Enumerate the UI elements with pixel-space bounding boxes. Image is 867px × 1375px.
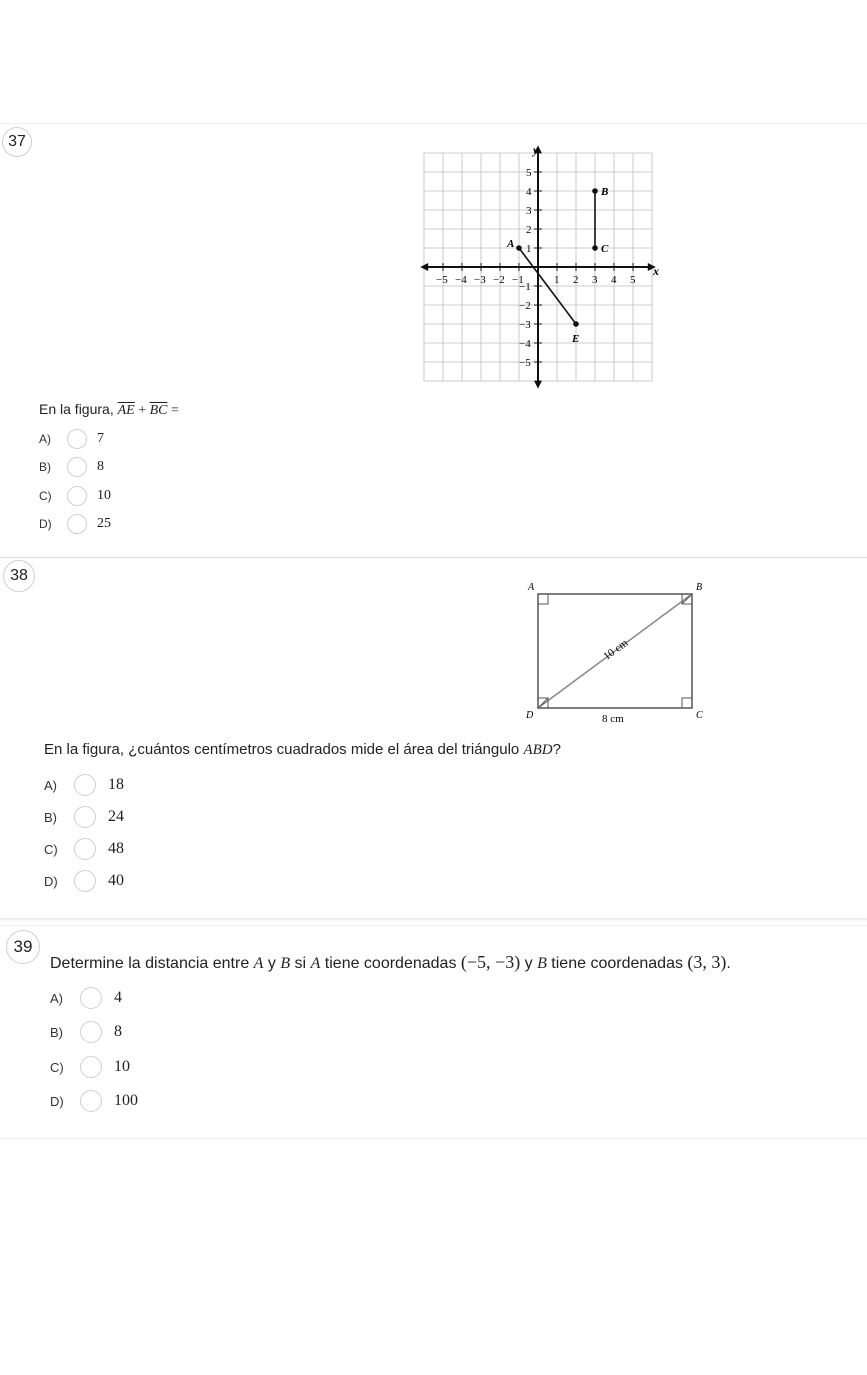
triangle-name: ABD [523, 742, 553, 758]
coordinates-b: (3, 3) [687, 952, 727, 972]
option-value: 8 [97, 459, 104, 474]
stem-prefix: En la figura, [39, 401, 118, 417]
y-tick-label: 5 [526, 167, 532, 179]
question-number-badge: 37 [2, 127, 32, 157]
y-axis-label: y [533, 143, 539, 157]
option-value: 8 [114, 1023, 122, 1040]
radio-button[interactable] [74, 838, 96, 860]
option-letter: B) [44, 809, 57, 825]
x-tick-label: 1 [554, 274, 560, 286]
coordinates-a: (−5, −3) [460, 952, 521, 972]
option-letter: B) [39, 460, 51, 474]
point-b: B [280, 955, 291, 972]
vertex-b-label: B [696, 582, 703, 593]
stem-prefix: En la figura, ¿cuántos centímetros cuadrados mide el área del triángulo [44, 741, 524, 758]
option-letter: C) [39, 489, 52, 503]
question-stem [44, 741, 561, 759]
radio-button[interactable] [74, 870, 96, 892]
stem-text: tiene coordenadas [546, 955, 688, 972]
x-tick-label: −4 [455, 274, 467, 286]
stem-text: Determine la distancia entre [50, 955, 254, 972]
y-tick-label: 3 [526, 205, 532, 217]
stem-text: si [290, 955, 311, 972]
axes [420, 145, 656, 388]
question-number-badge: 38 [3, 560, 35, 592]
option-a[interactable] [50, 987, 122, 1009]
radio-button[interactable] [80, 1021, 102, 1043]
y-tick-label: −5 [519, 357, 531, 369]
question-38-card [0, 557, 867, 918]
radio-button[interactable] [74, 774, 96, 796]
right-angle-c [682, 698, 692, 708]
radio-button[interactable] [67, 514, 87, 534]
equals-sign: = [167, 403, 179, 418]
y-tick-label: 1 [526, 243, 532, 255]
radio-button[interactable] [80, 1056, 102, 1078]
option-value: 10 [97, 488, 111, 503]
x-tick-label: −5 [436, 274, 448, 286]
x-tick-label: −1 [512, 274, 524, 286]
vertex-c-label: C [696, 710, 703, 721]
y-axis-arrow-down [534, 381, 542, 389]
point-a [516, 245, 522, 251]
question-number-badge: 39 [6, 930, 40, 964]
stem-text: y [520, 955, 538, 972]
point-label-a: A [507, 238, 515, 250]
y-tick-label: −1 [519, 281, 531, 293]
option-c[interactable] [44, 838, 124, 860]
x-tick-label: 5 [630, 274, 636, 286]
x-tick-label: 2 [573, 274, 579, 286]
option-a[interactable] [39, 429, 104, 449]
x-axis-label: x [653, 264, 659, 278]
option-value: 10 [114, 1058, 130, 1075]
option-b[interactable] [44, 806, 124, 828]
point-label-e: E [572, 333, 580, 345]
radio-button[interactable] [74, 806, 96, 828]
right-angle-d-tick [538, 698, 548, 708]
point-c [592, 245, 598, 251]
x-tick-label: −3 [474, 274, 486, 286]
vertex-a-label: A [528, 582, 535, 593]
point-label-b: B [601, 186, 609, 198]
radio-button[interactable] [67, 486, 87, 506]
option-value: 24 [108, 808, 124, 825]
stem-text: . [726, 955, 731, 972]
question-39-card [0, 925, 867, 1139]
option-c[interactable] [50, 1056, 130, 1078]
option-letter: A) [39, 432, 51, 446]
question-stem [39, 401, 179, 419]
stem-text: y [263, 955, 281, 972]
option-value: 48 [108, 840, 124, 857]
question-37-card [0, 123, 867, 557]
segment-ae: $\overline{AE}$ [117, 403, 135, 418]
option-letter: C) [50, 1059, 64, 1075]
stem-text: tiene coordenadas [320, 955, 461, 972]
point-e [573, 321, 579, 327]
option-value: 100 [114, 1092, 138, 1109]
option-letter: D) [50, 1093, 64, 1109]
y-tick-label: −2 [519, 300, 531, 312]
option-d[interactable] [50, 1090, 138, 1112]
option-letter: D) [39, 517, 52, 531]
rectangle-figure [520, 578, 720, 728]
x-tick-label: 4 [611, 274, 617, 286]
option-d[interactable] [39, 514, 111, 534]
y-tick-label: 4 [526, 186, 532, 198]
segment-bc: $\overline{BC}$ [149, 403, 168, 418]
option-letter: A) [50, 990, 63, 1006]
vertex-d-label: D [526, 710, 534, 721]
y-tick-label: 2 [526, 224, 532, 236]
y-tick-label: −4 [519, 338, 531, 350]
option-letter: C) [44, 841, 58, 857]
option-letter: A) [44, 777, 57, 793]
x-tick-label: −2 [493, 274, 505, 286]
option-a[interactable] [44, 774, 124, 796]
option-value: 40 [108, 872, 124, 889]
option-b[interactable] [39, 457, 104, 477]
right-angle-a [538, 594, 548, 604]
stem-suffix: ? [552, 741, 561, 758]
radio-button[interactable] [80, 987, 102, 1009]
plus-sign: + [134, 403, 150, 418]
option-value: 18 [108, 776, 124, 793]
option-letter: B) [50, 1024, 63, 1040]
option-c[interactable] [39, 486, 111, 506]
option-d[interactable] [44, 870, 124, 892]
option-b[interactable] [50, 1021, 122, 1043]
point-b: B [537, 955, 547, 972]
point-a: A [310, 955, 321, 972]
option-value: 7 [97, 431, 104, 446]
option-value: 4 [114, 989, 122, 1006]
point-b [592, 188, 598, 194]
coordinate-plane-figure [420, 142, 660, 392]
right-angle-b-tick [682, 594, 692, 604]
option-letter: D) [44, 873, 58, 889]
radio-button[interactable] [67, 457, 87, 477]
option-value: 25 [97, 516, 111, 531]
base-length-label: 8 cm [602, 713, 624, 725]
question-stem [50, 952, 731, 973]
radio-button[interactable] [67, 429, 87, 449]
diagonal-length-label: 10 cm [601, 637, 631, 663]
radio-button[interactable] [80, 1090, 102, 1112]
point-a: A [253, 955, 264, 972]
x-tick-label: 3 [592, 274, 598, 286]
y-tick-label: −3 [519, 319, 531, 331]
point-label-c: C [601, 243, 609, 255]
